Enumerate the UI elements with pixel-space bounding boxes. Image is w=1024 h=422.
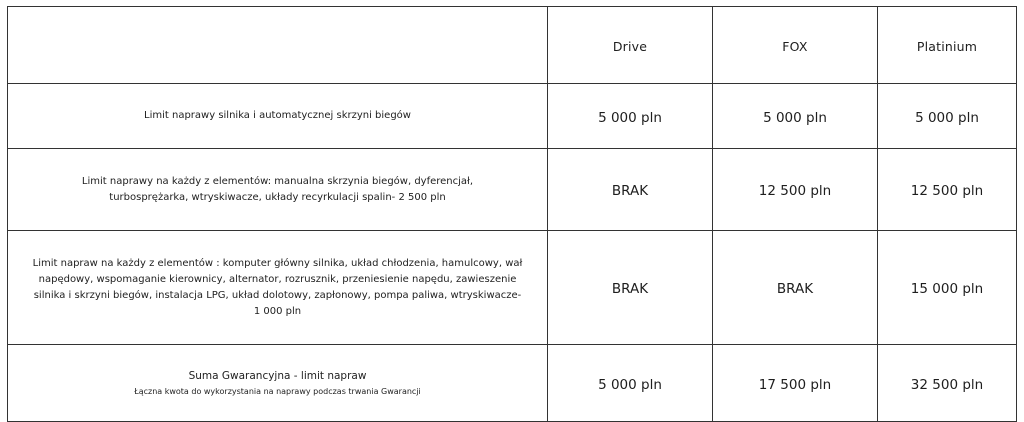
value-text: 15 000 pln	[910, 281, 984, 297]
value-text: 32 500 pln	[910, 376, 984, 393]
table-row	[8, 231, 1017, 345]
feature-text: Limit naprawy na każdy z elementów: manualna skrzynia biegów, dyferencjał, turbosprężarka, wtryskiwacze, układy recyrkulacji spalin- 2 500 pln	[81, 175, 474, 203]
value-text: 5 000 pln	[598, 109, 662, 126]
feature-note: Łączna kwota do wykorzystania na naprawy podczas trwania Gwarancji	[134, 387, 421, 396]
value-cell-fox	[713, 231, 878, 345]
value-cell-platinium	[878, 345, 1017, 422]
header-platinium	[878, 7, 1017, 84]
value-cell-platinium	[878, 149, 1017, 231]
plan-name-drive: Drive	[612, 38, 648, 54]
feature-text: Limit napraw na każdy z elementów : komputer główny silnika, układ chłodzenia, hamulcowy, wał napędowy, wspomaganie kierownicy, alternator, rozrusznik, przeniesienie napędu, zawieszenie silnika i skrzyni biegów, instalacja LPG, układ dolotowy, zapłonowy, pompa paliwa, wtryskiwacze- 1 000 pln	[32, 257, 523, 317]
feature-text: Limit naprawy silnika i automatycznej skrzyni biegów	[144, 110, 411, 121]
value-text: 12 500 pln	[758, 183, 832, 199]
feature-text: Suma Gwarancyjna - limit napraw	[188, 370, 367, 382]
value-cell-fox	[713, 345, 878, 422]
plan-name-platinium: Platinium	[916, 38, 978, 54]
value-cell-platinium	[878, 231, 1017, 345]
header-fox	[713, 7, 878, 84]
feature-cell	[8, 84, 548, 149]
feature-cell	[8, 345, 548, 422]
value-text: BRAK	[611, 281, 649, 297]
warranty-comparison-table	[7, 6, 1017, 422]
value-cell-drive	[548, 84, 713, 149]
feature-cell	[8, 149, 548, 231]
table-row	[8, 84, 1017, 149]
header-empty-cell	[8, 7, 548, 84]
value-text: 12 500 pln	[910, 183, 984, 199]
value-text: 5 000 pln	[763, 109, 827, 126]
value-text: 17 500 pln	[758, 376, 832, 393]
value-text: BRAK	[611, 183, 649, 199]
plan-name-fox: FOX	[782, 38, 808, 54]
header-row	[8, 7, 1017, 84]
value-text: 5 000 pln	[598, 376, 662, 393]
header-drive	[548, 7, 713, 84]
table-row	[8, 149, 1017, 231]
feature-cell	[8, 231, 548, 345]
value-cell-drive	[548, 149, 713, 231]
value-cell-drive	[548, 345, 713, 422]
value-cell-drive	[548, 231, 713, 345]
value-text: 5 000 pln	[915, 109, 979, 126]
value-text: BRAK	[776, 281, 814, 297]
comparison-table-wrapper	[7, 6, 1017, 422]
value-cell-platinium	[878, 84, 1017, 149]
table-row	[8, 345, 1017, 422]
value-cell-fox	[713, 149, 878, 231]
value-cell-fox	[713, 84, 878, 149]
